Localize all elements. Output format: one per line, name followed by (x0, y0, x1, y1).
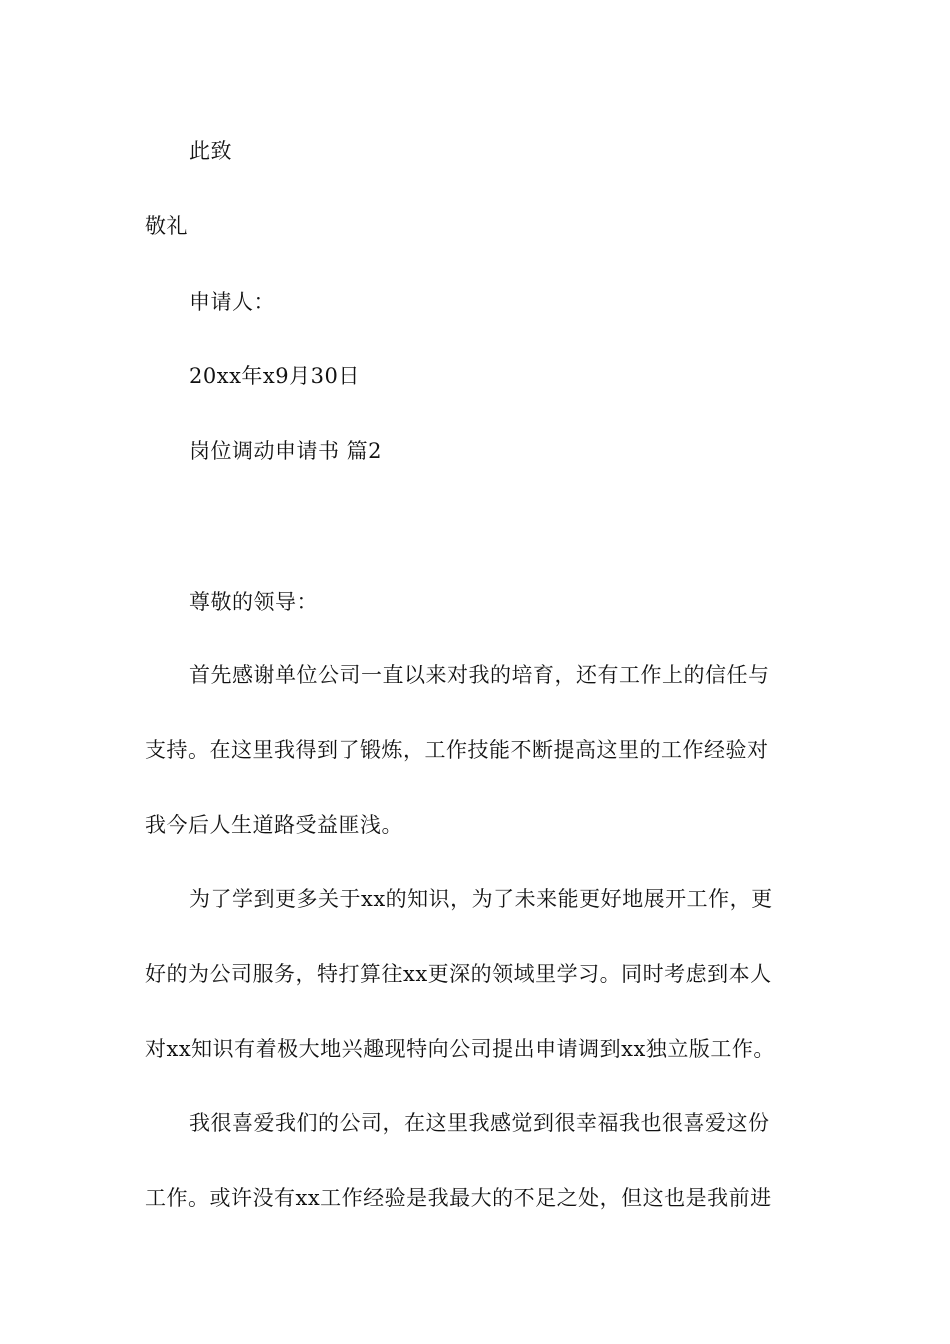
paragraph-line: 为了学到更多关于xx的知识，为了未来能更好地展开工作，更 (189, 887, 773, 911)
paragraph-line: 工作。或许没有xx工作经验是我最大的不足之处，但这也是我前进 (145, 1186, 772, 1210)
salutation: 尊敬的领导： (189, 590, 318, 614)
section-heading: 岗位调动申请书 篇2 (189, 439, 383, 463)
paragraph-line: 好的为公司服务，特打算往xx更深的领域里学习。同时考虑到本人 (145, 962, 772, 986)
applicant-label: 申请人： (189, 290, 275, 314)
closing-jing-li: 敬礼 (145, 214, 188, 238)
paragraph-line: 我今后人生道路受益匪浅。 (145, 813, 403, 837)
paragraph-line: 对xx知识有着极大地兴趣现特向公司提出申请调到xx独立版工作。 (145, 1037, 775, 1061)
paragraph-line: 我很喜爱我们的公司，在这里我感觉到很幸福我也很喜爱这份 (189, 1111, 770, 1135)
paragraph-line: 首先感谢单位公司一直以来对我的培育，还有工作上的信任与 (189, 663, 770, 687)
application-date: 20xx年x9月30日 (189, 364, 360, 388)
paragraph-line: 支持。在这里我得到了锻炼，工作技能不断提高这里的工作经验对 (145, 738, 769, 762)
closing-ci-zhi: 此致 (189, 139, 232, 163)
